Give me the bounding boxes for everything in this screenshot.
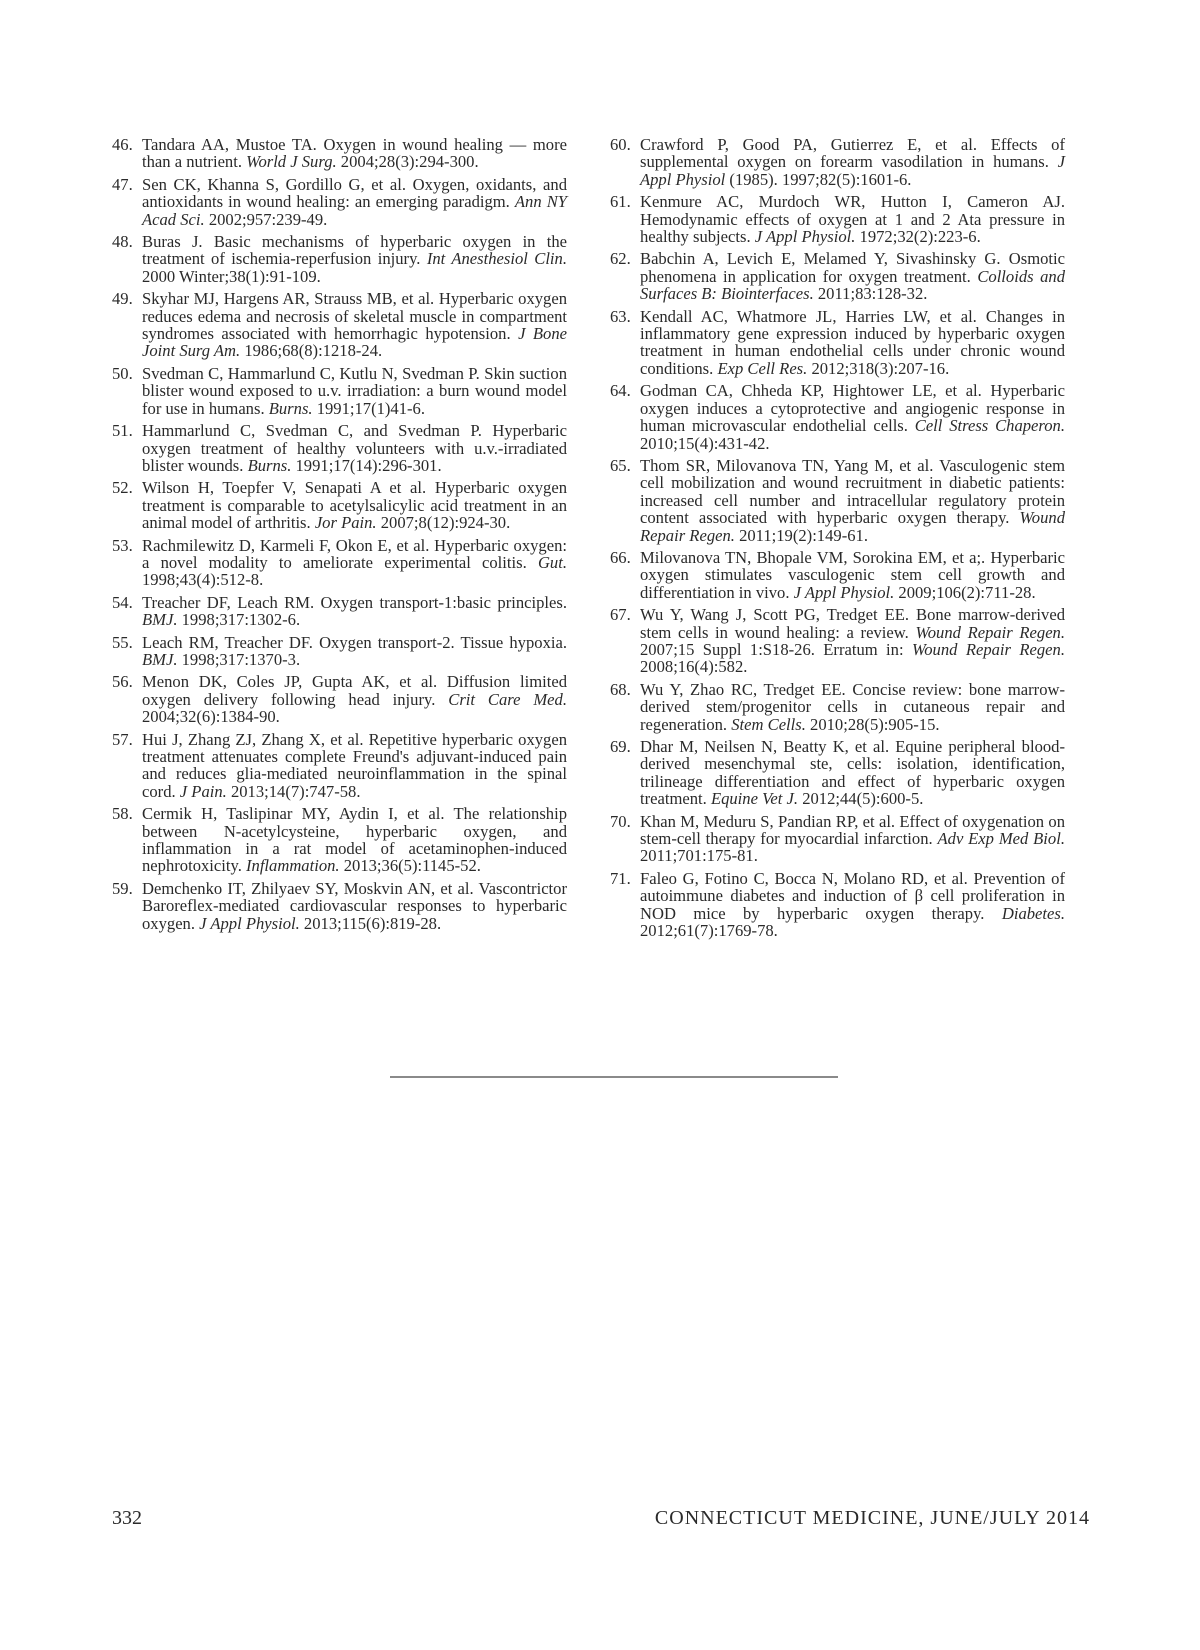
reference-text: 2007;15 Suppl 1:S18-26. Erratum in: (640, 639, 912, 659)
reference-item (610, 813, 1065, 865)
reference-text: Hui J, Zhang ZJ, Zhang X, et al. Repetitive hyperbaric oxygen treatment attenuates complete Freund's adjuvant-induced pain and reduces glia-mediated neuroinflammation in the spinal cord. (142, 729, 567, 801)
journal-title: Ann NY Acad Sci. (142, 192, 567, 229)
reference-text: Kenmure AC, Murdoch WR, Hutton I, Cameron AJ. Hemodynamic effects of oxygen at 1 and 2 Ata pressure in healthy subjects. (640, 192, 1065, 247)
reference-number: 69. (610, 737, 631, 756)
journal-title: Jor Pain. (314, 513, 377, 533)
reference-number: 55. (112, 632, 133, 652)
reference-text: Godman CA, Chheda KP, Hightower LE, et al. Hyperbaric oxygen induces a cytoprotective and angiogenic response in human microvascular endothelial cells. (640, 381, 1065, 436)
reference-text: 1998;317:1302-6. (177, 610, 301, 630)
journal-title: J Appl Physiol. (199, 913, 300, 933)
reference-text: Faleo G, Fotino C, Bocca N, Molano RD, et al. Prevention of autoimmune diabetes and induction of β cell proliferation in NOD mice by hyperbaric oxygen therapy. (640, 868, 1065, 923)
reference-item (610, 738, 1065, 808)
reference-item (112, 136, 567, 171)
journal-title: Wound Repair Regen. (915, 622, 1065, 642)
journal-title: J Bone Joint Surg Am. (142, 324, 567, 361)
reference-text: 2008;16(4):582. (640, 657, 748, 677)
reference-text: Demchenko IT, Zhilyaev SY, Moskvin AN, et al. Vascontrictor Baroreflex-mediated cardiovascular responses to hyperbaric oxygen. (142, 878, 567, 933)
reference-text: 2007;8(12):924-30. (376, 513, 511, 533)
reference-text: Kendall AC, Whatmore JL, Harries LW, et al. Changes in inflammatory gene expression induced by hyperbaric oxygen treatment in human endothelial cells under chronic wound conditions. (640, 306, 1065, 378)
reference-number: 47. (112, 174, 133, 194)
reference-text: Rachmilewitz D, Karmeli F, Okon E, et al. Hyperbaric oxygen: a novel modality to ameliorate experimental colitis. (142, 535, 567, 572)
journal-title: Crit Care Med. (448, 689, 567, 709)
reference-text: (1985). 1997;82(5):1601-6. (725, 169, 912, 189)
reference-text: 1972;32(2):223-6. (855, 227, 981, 247)
journal-title: Stem Cells. (731, 714, 806, 734)
reference-text: Wu Y, Wang J, Scott PG, Tredget EE. Bone marrow-derived stem cells in wound healing: a review. (640, 605, 1065, 642)
reference-item (610, 193, 1065, 245)
reference-text: 1998;317:1370-3. (177, 649, 301, 669)
journal-title: Wound Repair Regen. (640, 508, 1065, 545)
reference-item (610, 382, 1065, 452)
journal-title: J Appl Physiol. (793, 582, 895, 602)
reference-text: Wu Y, Zhao RC, Tredget EE. Concise review: bone marrow-derived stem/progenitor cells in cutaneous repair and regeneration. (640, 679, 1065, 734)
journal-title: BMJ. (142, 649, 178, 669)
reference-number: 60. (610, 135, 631, 154)
reference-text: 2013;14(7):747-58. (226, 781, 361, 801)
reference-number: 48. (112, 232, 133, 252)
journal-title: Gut. (537, 552, 567, 572)
reference-item (112, 805, 567, 875)
journal-title: Diabetes. (1001, 903, 1065, 923)
journal-title: J Pain. (179, 781, 227, 801)
reference-text: 2013;36(5):1145-52. (339, 856, 481, 876)
reference-number: 52. (112, 478, 133, 498)
reference-text: Svedman C, Hammarlund C, Kutlu N, Svedman P. Skin suction blister wound exposed to u.v. irradiation: a burn wound model for use in humans. (142, 363, 567, 418)
reference-text: Hammarlund C, Svedman C, and Svedman P. Hyperbaric oxygen treatment of healthy volunteers with u.v.-irradiated blister wounds. (142, 421, 567, 475)
reference-text: 2000 Winter;38(1):91-109. (142, 266, 321, 286)
reference-number: 59. (112, 878, 133, 898)
reference-text: Skyhar MJ, Hargens AR, Strauss MB, et al. Hyperbaric oxygen reduces edema and necrosis of skeletal muscle in compartment syndromes associated with hemorrhagic hypotension. (142, 289, 567, 344)
reference-text: Khan M, Meduru S, Pandian RP, et al. Effect of oxygenation on stem-cell therapy for myocardial infarction. (640, 811, 1065, 849)
reference-text: 1986;68(8):1218-24. (240, 341, 383, 361)
reference-item (610, 308, 1065, 378)
reference-number: 70. (610, 811, 631, 831)
reference-text: Babchin A, Levich E, Melamed Y, Sivashinsky G. Osmotic phenomena in application for oxygen treatment. (640, 249, 1065, 286)
reference-text: Crawford P, Good PA, Gutierrez E, et al. Effects of supplemental oxygen on forearm vasodilation in humans. (640, 135, 1065, 172)
journal-title: Exp Cell Res. (717, 358, 808, 378)
reference-text: Tandara AA, Mustoe TA. Oxygen in wound healing — more than a nutrient. (142, 135, 567, 172)
journal-title: Int Anesthesiol Clin. (426, 249, 567, 269)
reference-text: 2010;15(4):431-42. (640, 433, 770, 453)
journal-title: Colloids and Surfaces B: Biointerfaces. (640, 266, 1065, 304)
reference-item (112, 365, 567, 417)
reference-item (112, 479, 567, 531)
reference-number: 65. (610, 455, 631, 475)
journal-title: Burns. (247, 455, 292, 475)
journal-title: Cell Stress Chaperon. (914, 416, 1065, 436)
reference-item (610, 250, 1065, 302)
reference-item (112, 176, 567, 228)
reference-number: 67. (610, 605, 631, 625)
reference-text: 1998;43(4):512-8. (142, 570, 264, 590)
reference-item (610, 606, 1065, 676)
journal-title: Wound Repair Regen. (911, 639, 1065, 659)
reference-text: 2011;19(2):149-61. (734, 525, 868, 545)
reference-number: 71. (610, 868, 631, 888)
reference-item (112, 594, 567, 629)
reference-item (610, 870, 1065, 940)
reference-text: Leach RM, Treacher DF. Oxygen transport-2. Tissue hypoxia. (142, 632, 567, 652)
reference-text: Treacher DF, Leach RM. Oxygen transport-1:basic principles. (142, 592, 567, 612)
reference-item (112, 634, 567, 669)
reference-text: 2002;957:239-49. (204, 209, 328, 229)
journal-title: J Appl Physiol. (754, 227, 856, 247)
page-number: 332 (112, 1507, 142, 1529)
references-right-column (610, 136, 1065, 944)
reference-item (112, 731, 567, 801)
reference-text: 2009;106(2):711-28. (894, 582, 1036, 602)
reference-number: 49. (112, 289, 133, 309)
journal-title: BMJ. (142, 610, 178, 630)
reference-number: 61. (610, 192, 631, 212)
reference-text: 2004;28(3):294-300. (336, 152, 479, 172)
reference-number: 63. (610, 306, 631, 326)
journal-title: J Appl Physiol (640, 152, 1065, 189)
reference-number: 54. (112, 592, 133, 612)
reference-text: Wilson H, Toepfer V, Senapati A et al. Hyperbaric oxygen treatment is comparable to acetylsalicylic acid treatment in an animal model of arthritis. (142, 478, 567, 533)
reference-number: 58. (112, 804, 133, 824)
reference-item (112, 673, 567, 725)
reference-text: 2013;115(6):819-28. (299, 913, 442, 933)
reference-number: 66. (610, 547, 631, 567)
reference-text: 2011;83:128-32. (813, 284, 928, 304)
reference-item (610, 136, 1065, 188)
reference-number: 57. (112, 729, 133, 749)
reference-item (610, 457, 1065, 544)
reference-text: Milovanova TN, Bhopale VM, Sorokina EM, et a;. Hyperbaric oxygen stimulates vasculogenic stem cell growth and differentiation in vivo. (640, 547, 1065, 602)
reference-number: 56. (112, 672, 133, 692)
reference-item (112, 880, 567, 932)
reference-number: 51. (112, 421, 133, 441)
journal-title: Burns. (268, 398, 313, 418)
reference-number: 53. (112, 535, 133, 555)
reference-item (112, 233, 567, 285)
reference-text: Sen CK, Khanna S, Gordillo G, et al. Oxygen, oxidants, and antioxidants in wound healing: an emerging paradigm. (142, 174, 567, 212)
reference-item (112, 537, 567, 589)
reference-number: 62. (610, 249, 631, 269)
reference-item (112, 422, 567, 474)
reference-text: 2004;32(6):1384-90. (142, 707, 280, 727)
journal-title: World J Surg. (246, 152, 337, 172)
reference-text: Dhar M, Neilsen N, Beatty K, et al. Equine peripheral blood-derived mesenchymal ste, cells: isolation, identification, trilineage differentiation and effect of hyperbaric oxygen treatment. (640, 737, 1065, 809)
reference-text: Buras J. Basic mechanisms of hyperbaric oxygen in the treatment of ischemia-reperfusion injury. (142, 232, 567, 269)
reference-number: 46. (112, 135, 133, 154)
journal-title: Inflammation. (246, 856, 340, 876)
reference-item (610, 681, 1065, 733)
reference-number: 68. (610, 679, 631, 699)
reference-number: 64. (610, 381, 631, 401)
reference-text: Menon DK, Coles JP, Gupta AK, et al. Diffusion limited oxygen delivery following head injury. (142, 672, 567, 709)
references-left-column (112, 136, 567, 937)
reference-text: Thom SR, Milovanova TN, Yang M, et al. Vasculogenic stem cell mobilization and wound recruitment in diabetic patients: increased cell number and intracellular regulatory protein content associated with hyperbaric oxygen therapy. (640, 455, 1065, 528)
reference-number: 50. (112, 363, 133, 383)
reference-text: 1991;17(1)41-6. (312, 398, 426, 418)
reference-item (610, 549, 1065, 601)
journal-title: Equine Vet J. (710, 789, 799, 809)
reference-text: 1991;17(14):296-301. (291, 455, 442, 475)
reference-item (112, 290, 567, 360)
reference-text: 2012;44(5):600-5. (798, 789, 924, 809)
reference-text: 2012;318(3):207-16. (807, 358, 950, 378)
reference-text: Cermik H, Taslipinar MY, Aydin I, et al. The relationship between N-acetylcysteine, hyperbaric oxygen, and inflammation in a rat model of acetaminophen-induced nephrotoxicity. (142, 804, 567, 876)
end-rule (390, 1076, 838, 1078)
journal-title: Adv Exp Med Biol. (937, 829, 1065, 849)
reference-text: 2010;28(5):905-15. (805, 714, 940, 734)
reference-text: 2011;701:175-81. (640, 846, 758, 866)
journal-footer: CONNECTICUT MEDICINE, JUNE/JULY 2014 (654, 1507, 1090, 1529)
reference-text: 2012;61(7):1769-78. (640, 921, 778, 941)
